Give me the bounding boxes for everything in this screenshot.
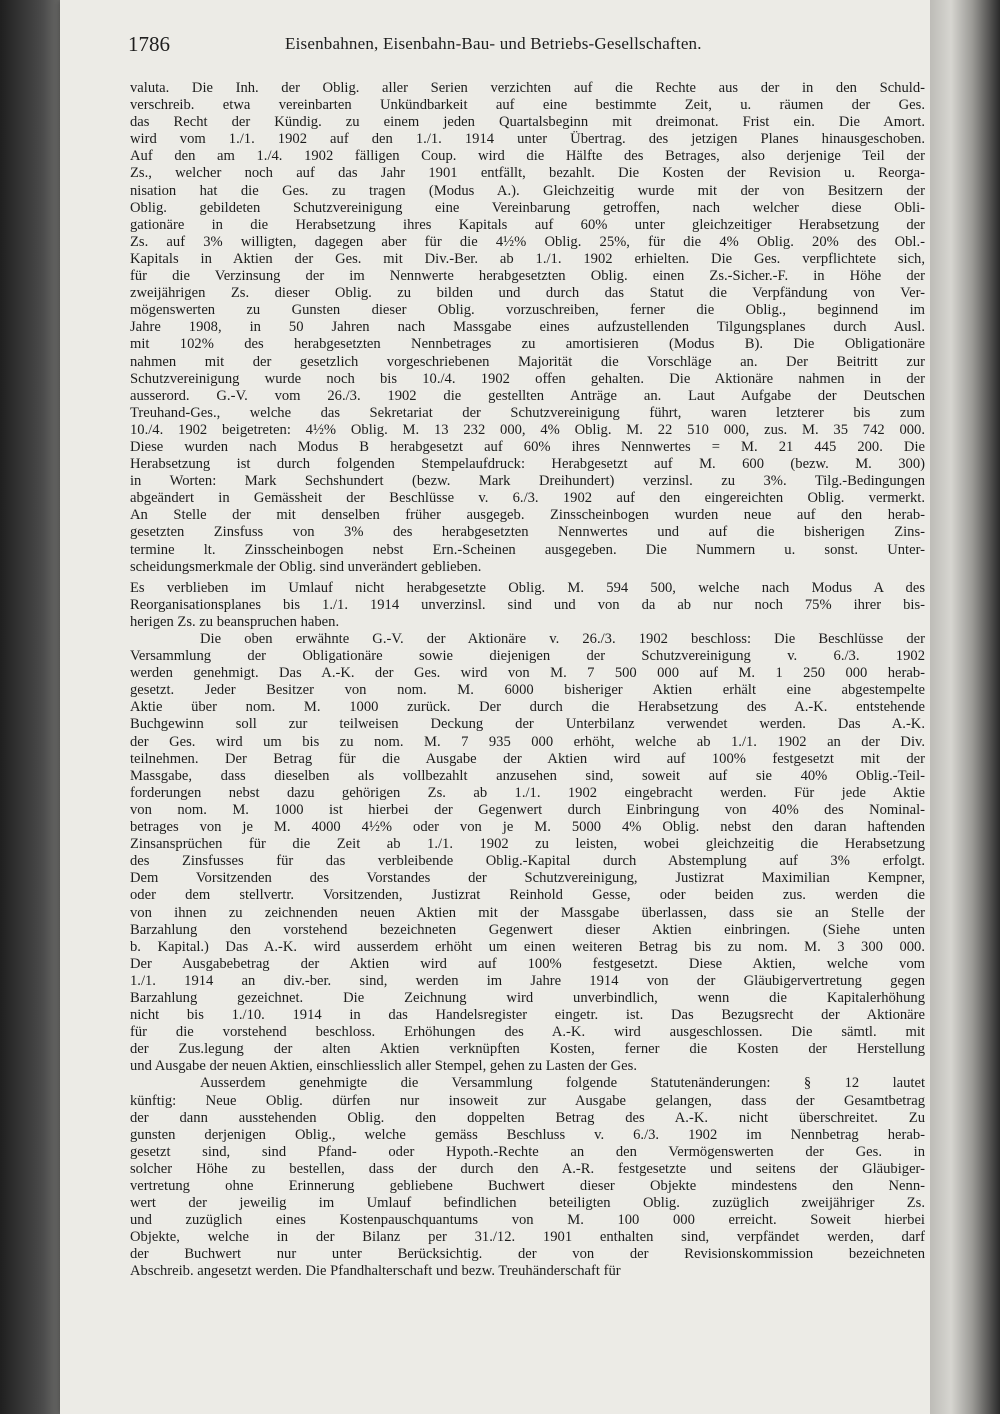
text-line: herigen Zs. zu beanspruchen haben. xyxy=(130,613,340,630)
text-line: und Ausgabe der neuen Aktien, einschliesslich aller Stempel, gehen zu Lasten der Ges. xyxy=(130,1058,637,1075)
paragraph xyxy=(130,80,925,576)
text-line: der Buchwert nur unter Berücksichtig. der von der Revisionskommission bezeichneten xyxy=(130,1246,925,1263)
page-edge-shadow xyxy=(930,0,1000,1414)
text-line: gunsten derjenigen Oblig., welche gemäss Beschluss v. 6./3. 1902 im Nennbetrag herab- xyxy=(130,1126,925,1143)
text-line: gesetzten Zinsfuss von 3% des herabgesetzten Nennwertes und auf die bisherigen Zins- xyxy=(130,524,925,541)
text-line: Versammlung der Obligationäre sowie diejenigen der Schutzvereinigung v. 6./3. 1902 xyxy=(130,648,925,665)
book-gutter-shadow xyxy=(0,0,60,1414)
text-line: und zuzüglich eines Kostenpauschquantums von M. 100 000 erreicht. Soweit hierbei xyxy=(130,1212,925,1229)
text-line: Barzahlung den vorstehend bezeichneten Gegenwert dieser Aktien einbringen. (Siehe unten xyxy=(130,921,925,938)
text-line: nicht bis 1./10. 1914 in das Handelsregister eingetr. ist. Das Bezugsrecht der Aktionäre xyxy=(130,1007,925,1024)
page-header xyxy=(70,32,930,58)
text-line: der Ges. wird um bis zu nom. M. 7 935 000 erhöht, welche ab 1./1. 1902 an der Div. xyxy=(130,733,925,750)
text-line: Schutzvereinigung wurde noch bis 10./4. 1902 offen gehalten. Die Aktionäre nahmen in der xyxy=(130,370,925,387)
text-line: Aktie über nom. M. 1000 zurück. Der durch die Herabsetzung des A.-K. entstehende xyxy=(130,699,925,716)
text-line: mögenswerten zu Gunsten dieser Oblig. vorzuschreiben, ferner die Oblig., beginnend im xyxy=(130,302,925,319)
text-line: für die vorstehend beschloss. Erhöhungen des A.-K. wird ausgeschlossen. Die sämtl. mit xyxy=(130,1024,925,1041)
text-line: Abschreib. angesetzt werden. Die Pfandhalterschaft und bezw. Treuhänderschaft für xyxy=(130,1263,621,1280)
text-line: der Zus.legung der alten Aktien verknüpften Kosten, ferner die Kosten der Herstellung xyxy=(130,1041,925,1058)
text-line: Auf den am 1./4. 1902 fälligen Coup. wird die Hälfte des Betrages, also derjenige Teil der xyxy=(130,148,925,165)
text-line: gationäre in die Herabsetzung ihres Kapitals auf 60% unter gleichzeitiger Herabsetzung der xyxy=(130,216,925,233)
text-line: solcher Höhe zu bestellen, dass der durch den A.-R. festgesetzte und seitens der Gläubiger- xyxy=(130,1160,925,1177)
text-line: Barzahlung gezeichnet. Die Zeichnung wird unverbindlich, wenn die Kapitalerhöhung xyxy=(130,989,925,1006)
text-line: künftig: Neue Oblig. dürfen nur insoweit zur Ausgabe gelangen, dass der Gesamtbetrag xyxy=(130,1092,925,1109)
text-line: betrages von je M. 4000 4½% oder von je M. 5000 4% Oblig. nebst den daran haftenden xyxy=(130,819,925,836)
text-line: von nom. M. 1000 ist hierbei der Gegenwert durch Einbringung von 40% des Nominal- xyxy=(130,801,925,818)
paragraph xyxy=(130,1075,925,1280)
text-line: Zs., welcher noch auf das Jahr 1901 entfällt, bezahlt. Die Kosten der Revision u. Reorga- xyxy=(130,165,925,182)
text-line: mit 102% des herabgesetzten Nennbetrages zu amortisieren (Modus B). Die Obligationäre xyxy=(130,336,925,353)
text-line: abgeändert in Gemässheit der Beschlüsse v. 6./3. 1902 auf den eingereichten Oblig. vermerkt. xyxy=(130,490,925,507)
text-line: von ihnen zu zeichnenden neuen Aktien mit der Massgabe überlassen, dass sie an Stelle der xyxy=(130,904,925,921)
text-line: 1./1. 1914 an div.-ber. sind, werden im Jahre 1914 von der Gläubigervertretung gegen xyxy=(130,972,925,989)
text-line: Treuhand-Ges., welche das Sekretariat der Schutzvereinigung führt, waren letzterer bis zum xyxy=(130,404,925,421)
text-line: scheidungsmerkmale der Oblig. sind unverändert geblieben. xyxy=(130,558,482,575)
text-line: ausserord. G.-V. vom 26./3. 1902 die gestellten Anträge an. Laut Aufgabe der Deutschen xyxy=(130,387,925,404)
text-line: nisation hat die Ges. zu tragen (Modus A.). Gleichzeitig wurde mit der von Besitzern der xyxy=(130,182,925,199)
text-line: das Recht der Kündig. zu einem jeden Quartalsbeginn mit dreimonat. Frist ein. Die Amort. xyxy=(130,114,925,131)
text-line: der dann ausstehenden Oblig. den doppelten Betrag des A.-K. nicht überschreitet. Zu xyxy=(130,1109,925,1126)
body-text xyxy=(130,80,925,1281)
text-line: Es verblieben im Umlauf nicht herabgesetzte Oblig. M. 594 500, welche nach Modus A des xyxy=(130,579,925,596)
text-line: Die oben erwähnte G.-V. der Aktionäre v. 26./3. 1902 beschloss: Die Beschlüsse der xyxy=(200,631,925,647)
page-number: 1786 xyxy=(128,32,170,56)
text-line: termine lt. Zinsscheinbogen nebst Ern.-Scheinen ausgegeben. Die Nummern u. sonst. Unter- xyxy=(130,541,925,558)
text-line: werden genehmigt. Das A.-K. der Ges. wird von M. 7 500 000 auf M. 1 250 000 herab- xyxy=(130,665,925,682)
text-line: nahmen mit der gesetzlich vorgeschriebenen Majorität die Vorschläge an. Der Beitritt zur xyxy=(130,353,925,370)
text-line: in Worten: Mark Sechshundert (bezw. Mark Dreihundert) verzinsl. zu 3%. Tilg.-Bedingungen xyxy=(130,473,925,490)
text-line: oder dem stellvertr. Vorsitzenden, Justizrat Reinhold Gesse, oder beiden zus. werden die xyxy=(130,887,925,904)
running-title: Eisenbahnen, Eisenbahn-Bau- und Betriebs-Gesellschaften. xyxy=(285,34,702,53)
text-line: verschreib. etwa vereinbarten Unkündbarkeit auf eine bestimmte Zeit, u. räumen der Ges. xyxy=(130,97,925,114)
text-line: Zs. auf 3% willigten, dagegen aber für die 4½% Oblig. 25%, für die 4% Oblig. 20% des Obl.- xyxy=(130,233,925,250)
text-line: b. Kapital.) Das A.-K. wird ausserdem erhöht um einen weiteren Betrag bis zu nom. M. 3 300 000. xyxy=(130,938,925,955)
text-line: Buchgewinn soll zur teilweisen Deckung der Unterbilanz verwendet werden. Das A.-K. xyxy=(130,716,925,733)
text-line: Der Ausgabebetrag der Aktien wird auf 100% festgesetzt. Diese Aktien, welche vom xyxy=(130,955,925,972)
text-line: wird vom 1./1. 1902 auf den 1./1. 1914 unter Übertrag. des jetzigen Planes hinausgeschoben. xyxy=(130,131,925,148)
text-line: Zinsansprüchen für die Zeit ab 1./1. 1902 zu leisten, wobei gleichzeitig die Herabsetzung xyxy=(130,836,925,853)
text-line: forderungen nebst dazu gehörigen Zs. ab 1./1. 1902 eingebracht werden. Für jede Aktie xyxy=(130,784,925,801)
text-line: für die Verzinsung der im Nennwerte herabgesetzten Oblig. einen Zs.-Sicher.-F. in Höhe der xyxy=(130,268,925,285)
text-line: Massgabe, dass dieselben als vollbezahlt anzusehen sind, soweit auf sie 40% Oblig.-Teil- xyxy=(130,767,925,784)
text-line: zweijährigen Zs. dieser Oblig. zu bilden und durch das Statut die Verpfändung von Ver- xyxy=(130,285,925,302)
text-line: teilnehmen. Der Betrag für die Ausgabe der Aktien wird auf 100% festgesetzt mit der xyxy=(130,750,925,767)
text-line: Ausserdem genehmigte die Versammlung folgende Statutenänderungen: § 12 lautet xyxy=(200,1075,925,1092)
text-line: An Stelle der mit denselben früher ausgegeb. Zinsscheinbogen wurden neue auf den herab- xyxy=(130,507,925,524)
text-line: Kapitals in Aktien der Ges. mit Div.-Ber. ab 1./1. 1902 erhielten. Die Ges. verpflichtete sich, xyxy=(130,250,925,267)
text-line: Herabsetzung ist durch folgenden Stempelaufdruck: Herabgesetzt auf M. 600 (bezw. M. 300) xyxy=(130,456,925,473)
text-line: Dem Vorsitzenden des Vorstandes der Schutzvereinigung, Justizrat Maximilian Kempner, xyxy=(130,870,925,887)
text-line: Oblig. gebildeten Schutzvereinigung eine Vereinbarung getroffen, nach welcher diese Obli- xyxy=(130,199,925,216)
text-line: Diese wurden nach Modus B herabgesetzt auf 60% ihres Nennwertes = M. 21 445 200. Die xyxy=(130,438,925,455)
text-line: vertretung ohne Erinnerung gebliebene Buchwert dieser Objekte mindestens den Nenn- xyxy=(130,1178,925,1194)
text-line: Objekte, welche in der Bilanz per 31./12. 1901 enthalten sind, verpfändet werden, darf xyxy=(130,1229,925,1246)
text-line: des Zinsfusses für das verbleibende Oblig.-Kapital durch Abstemplung auf 3% erfolgt. xyxy=(130,853,925,870)
text-line: wert der jeweilig im Umlauf befindlichen beteiligten Oblig. zuzüglich zweijähriger Zs. xyxy=(130,1195,925,1212)
text-line: 10./4. 1902 beigetreten: 4½% Oblig. M. 13 232 000, 4% Oblig. M. 22 510 000, zus. M. 35 742 000. xyxy=(130,421,925,438)
text-line: Reorganisationsplanes bis 1./1. 1914 unverzinsl. sind und von da ab nur noch 75% ihrer bis- xyxy=(130,596,925,613)
paragraph xyxy=(130,580,925,631)
text-line: gesetzt sind, sind Pfand- oder Hypoth.-Rechte an den Vermögenswerten der Ges. in xyxy=(130,1143,925,1160)
text-line: valuta. Die Inh. der Oblig. aller Serien verzichten auf die Rechte aus der in den Schuld- xyxy=(130,80,925,96)
paragraph xyxy=(130,631,925,1075)
text-line: Jahre 1908, in 50 Jahren nach Massgabe eines aufzustellenden Tilgungsplanes durch Ausl. xyxy=(130,319,925,336)
text-line: gesetzt. Jeder Besitzer von nom. M. 6000 bisheriger Aktien erhält eine abgestempelte xyxy=(130,682,925,699)
